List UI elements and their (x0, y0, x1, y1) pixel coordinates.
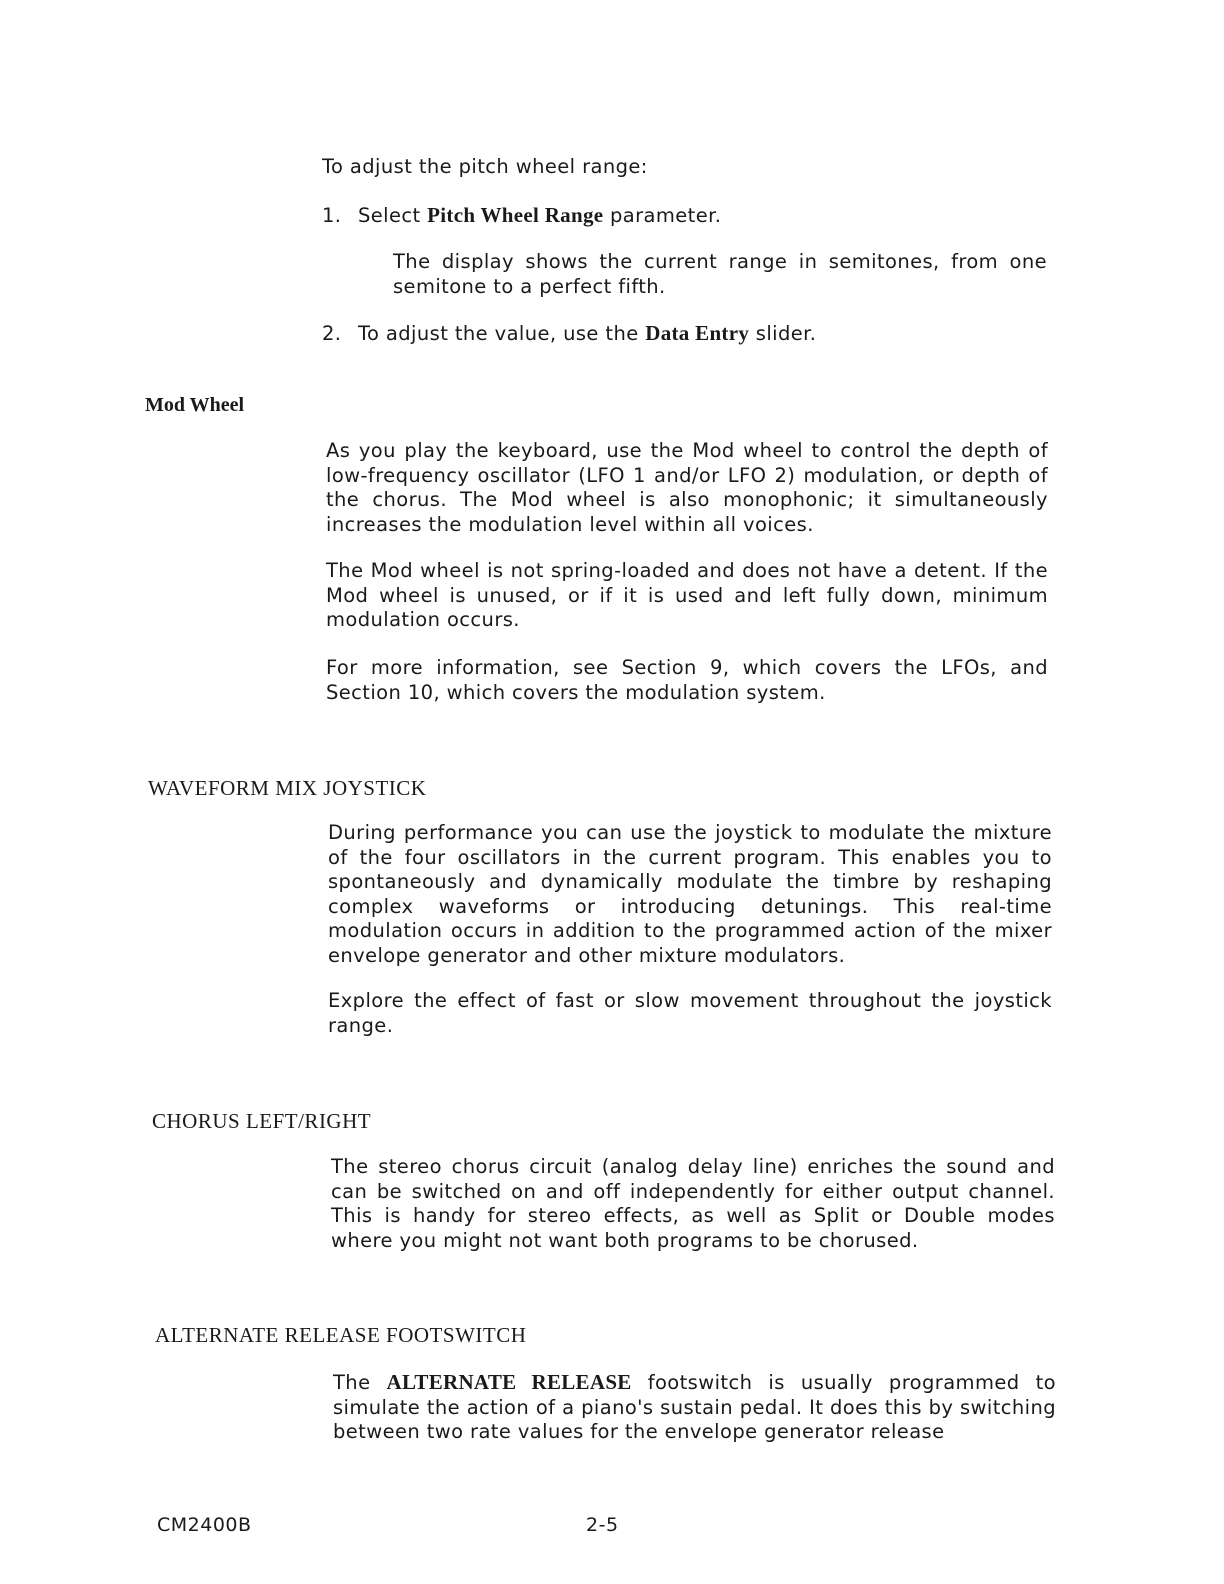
footer-page-number: 2-5 (586, 1514, 619, 1536)
step-1 (322, 203, 1042, 229)
alternate-release-heading: ALTERNATE RELEASE FOOTSWITCH (155, 1323, 527, 1347)
step-2-pre: To adjust the value, use the (358, 322, 639, 345)
step-2-post: slider. (755, 322, 817, 345)
step-1-number: 1. (322, 204, 342, 227)
footer-doc-code: CM2400B (157, 1514, 252, 1536)
chorus-paragraph-1: The stereo chorus circuit (analog delay line) enriches the sound and can be switched on and off independently for either output channel. This is handy for stereo effects, as well as Split or Double modes where you might not want both programs to be chorused. (331, 1155, 1055, 1252)
alt-release-pre: The (333, 1371, 371, 1394)
step-2-number: 2. (322, 322, 342, 345)
chorus-heading: CHORUS LEFT/RIGHT (152, 1109, 372, 1133)
waveform-mix-paragraph-1: During performance you can use the joystick to modulate the mixture of the four oscillators in the current program. This enables you to spontaneously and dynamically modulate the timbre by reshaping complex waveforms or introducing detunings. This real-time modulation occurs in addition to the programmed action of the mixer envelope generator and other mixture modulators. (328, 821, 1052, 967)
pitch-wheel-intro: To adjust the pitch wheel range: (322, 155, 648, 178)
waveform-mix-paragraph-2: Explore the effect of fast or slow movement throughout the joystick range. (328, 989, 1052, 1037)
mod-wheel-paragraph-1: As you play the keyboard, use the Mod wheel to control the depth of low-frequency oscillator (LFO 1 and/or LFO 2) modulation, or depth of the chorus. The Mod wheel is also monophonic; it simultaneously increases the modulation level within all voices. (326, 439, 1048, 536)
step-1-pre: Select (358, 204, 421, 227)
waveform-mix-heading: WAVEFORM MIX JOYSTICK (148, 776, 427, 800)
step-1-note: The display shows the current range in semitones, from one semitone to a perfect fifth. (393, 250, 1047, 298)
step-2-bold: Data Entry (645, 321, 750, 345)
mod-wheel-paragraph-3: For more information, see Section 9, which covers the LFOs, and Section 10, which covers the modulation system. (326, 656, 1048, 704)
step-1-post: parameter. (609, 204, 722, 227)
alt-release-bold: ALTERNATE RELEASE (386, 1370, 632, 1394)
mod-wheel-heading: Mod Wheel (145, 394, 245, 416)
mod-wheel-paragraph-2: The Mod wheel is not spring-loaded and does not have a detent. If the Mod wheel is unused, or if it is used and left fully down, minimum modulation occurs. (326, 559, 1048, 631)
step-1-bold: Pitch Wheel Range (427, 203, 604, 227)
alternate-release-paragraph-1 (333, 1370, 1056, 1445)
alt-release-post: footswitch is usually programmed to simulate the action of a piano's sustain pedal. It does this by switching between two rate values for the envelope generator release (333, 1371, 1056, 1443)
step-2 (322, 321, 1042, 347)
